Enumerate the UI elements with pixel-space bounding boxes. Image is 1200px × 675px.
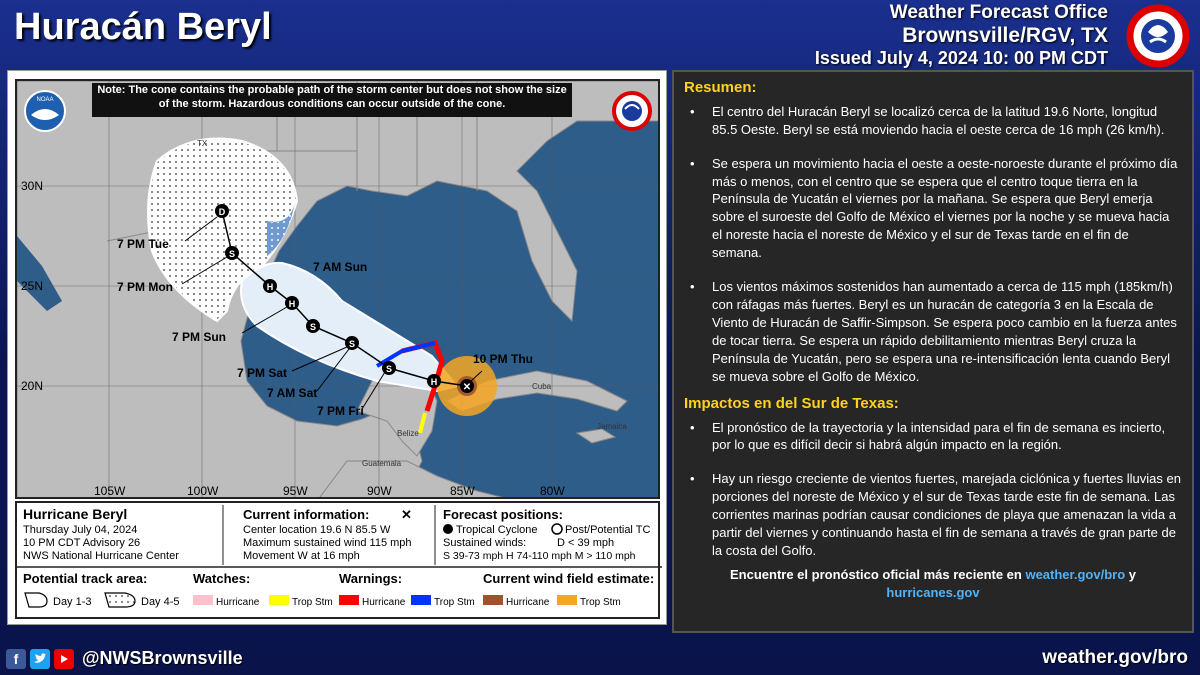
official-forecast-note xyxy=(684,566,1182,602)
day45-icon xyxy=(105,593,135,607)
legend-hurricane-wind: Hurricane xyxy=(506,597,550,608)
ts-wind-swatch xyxy=(557,595,577,605)
point-7pm-sat xyxy=(345,336,359,350)
impactos-item: • El pronóstico de la trayectoria y la intensidad para el fin de semana es incierto, por lo que es difícil decir si habrá algún impacto en la región. xyxy=(684,419,1182,455)
svg-text:S: S xyxy=(228,249,236,259)
point-7am-sun xyxy=(306,319,320,333)
legend-ts-watch: Trop Stm xyxy=(292,597,333,608)
point-7pm-sun xyxy=(285,296,299,310)
label-7pm-sat: 7 PM Sat xyxy=(237,366,288,380)
svg-text:D: D xyxy=(218,207,226,217)
hurricane-watch-swatch xyxy=(193,595,213,605)
ts-warning-swatch xyxy=(411,595,431,605)
and-text: y xyxy=(1125,567,1137,583)
issued-time: Issued July 4, 2024 10: 00 PM CDT xyxy=(814,47,1108,68)
point-7pm-fri xyxy=(427,374,441,388)
ts-watch-swatch xyxy=(269,595,289,605)
cone-note: Note: The cone contains the probable path of the storm center but does not show the size of the storm. Hazardous conditions can occur outside of the cone. xyxy=(97,84,567,110)
lat-30n: 30N xyxy=(21,179,44,193)
nws-logo-icon xyxy=(1126,4,1190,68)
official-text: Encuentre el pronóstico oficial más reciente en xyxy=(729,567,1026,583)
page-title: Huracán Beryl xyxy=(14,6,272,48)
legend-current-movement: Movement W at 16 mph xyxy=(243,550,360,562)
legend-post-tc: Post/Potential TC xyxy=(565,524,651,536)
svg-text:H: H xyxy=(266,282,274,292)
legend-day13: Day 1-3 xyxy=(53,596,92,608)
nws-map-logo-icon xyxy=(614,93,650,129)
impactos-list xyxy=(684,419,1182,561)
region-belize: Belize xyxy=(397,429,419,438)
resumen-item: • El centro del Huracán Beryl se localizó cerca de la latitud 19.6 Norte, longitud 85.5 Oeste. Beryl se está moviendo hacia el oeste cerca de 16 mph (26 km/h). xyxy=(684,103,1182,139)
label-10pm-thu: 10 PM Thu xyxy=(473,352,534,366)
legend-current-marker: ✕ xyxy=(401,507,412,522)
facebook-icon[interactable]: f xyxy=(6,649,26,669)
svg-text:S: S xyxy=(309,322,317,332)
summary-panel xyxy=(672,70,1194,633)
legend-day45: Day 4-5 xyxy=(141,596,180,608)
cone-map xyxy=(15,79,660,499)
label-7am-sat: 7 AM Sat xyxy=(267,386,318,400)
svg-text:H: H xyxy=(430,377,438,387)
resumen-list xyxy=(684,103,1182,386)
legend-tropical-cyclone: Tropical Cyclone xyxy=(456,524,538,536)
legend-current-wind: Maximum sustained wind 115 mph xyxy=(243,537,412,549)
legend-hurricane-watch: Hurricane xyxy=(216,597,260,608)
region-guatemala: Guatemala xyxy=(362,459,402,468)
post-tc-icon xyxy=(552,524,562,534)
svg-text:S: S xyxy=(348,339,356,349)
social-handle[interactable]: @NWSBrownsville xyxy=(82,648,243,668)
lat-20n: 20N xyxy=(21,379,44,393)
label-7pm-sun: 7 PM Sun xyxy=(172,330,227,344)
lon-100w: 100W xyxy=(187,484,219,498)
tropical-cyclone-icon xyxy=(443,524,453,534)
label-7am-sun: 7 AM Sun xyxy=(313,260,368,274)
svg-text:NOAA: NOAA xyxy=(36,97,54,103)
legend-ts-wind: Trop Stm xyxy=(580,597,621,608)
legend-categories: S 39-73 mph H 74-110 mph M > 110 mph xyxy=(443,550,636,562)
region-jamaica: Jamaica xyxy=(597,422,627,431)
point-10pm-thu xyxy=(460,379,474,393)
legend-track-title: Potential track area: xyxy=(23,571,148,586)
legend-current-title: Current information: xyxy=(243,507,370,522)
legend-watches-title: Watches: xyxy=(193,571,251,586)
hurricanes-gov-link[interactable]: hurricanes.gov xyxy=(886,585,980,600)
legend-forecast-title: Forecast positions: xyxy=(443,507,563,522)
svg-text:S: S xyxy=(385,364,393,374)
youtube-icon[interactable] xyxy=(54,649,74,669)
impactos-item: • Hay un riesgo creciente de vientos fuertes, marejada ciclónica y fuertes lluvias en porciones del noreste de México y el sur de Texas tarde este fin de semana. Las corrientes marinas podrían causar condiciones de playa que amenazan la vida a partir del viernes y continuando hasta el fin de semana a través de gran parte de la costa del Golfo. xyxy=(684,470,1182,560)
office-line2: Brownsville/RGV, TX xyxy=(902,23,1108,47)
nhc-cone-graphic xyxy=(7,70,667,625)
resumen-item: • Se espera un movimiento hacia el oeste a oeste-noroeste durante el próximo día más o menos, con el centro que se espera que el centro toque tierra en la Península de Yucatán el viernes por la mañana. Se espera que Beryl emerja sobre el suroeste del Golfo de México el viernes por la noche y se mueva hacia el noreste hacia el noreste de México y el sur de Texas tarde en el fin de semana. xyxy=(684,155,1182,263)
legend-date: Thursday July 04, 2024 xyxy=(23,524,138,536)
office-block xyxy=(815,2,1108,69)
legend-center: NWS National Hurricane Center xyxy=(23,550,179,562)
point-7pm-tue xyxy=(215,204,229,218)
lon-90w: 90W xyxy=(367,484,392,498)
lon-85w: 85W xyxy=(450,484,475,498)
legend-current-location: Center location 19.6 N 85.5 W xyxy=(243,524,391,536)
lon-105w: 105W xyxy=(94,484,126,498)
footer-bar xyxy=(0,643,1200,675)
region-cuba: Cuba xyxy=(532,382,552,391)
weather-gov-link[interactable]: weather.gov/bro xyxy=(1025,567,1126,583)
svg-text:H: H xyxy=(288,299,296,309)
noaa-logo-icon xyxy=(25,91,65,131)
point-7pm-mon-a xyxy=(263,279,277,293)
legend-storm-name: Hurricane Beryl xyxy=(23,506,128,522)
impactos-heading: Impactos en del Sur de Texas: xyxy=(684,394,899,412)
social-links xyxy=(6,648,243,669)
svg-text:✕: ✕ xyxy=(462,382,472,393)
legend-hurricane-warning: Hurricane xyxy=(362,597,406,608)
hurricane-wind-swatch xyxy=(483,595,503,605)
legend-d-threshold: D < 39 mph xyxy=(557,537,615,549)
lon-95w: 95W xyxy=(283,484,308,498)
lat-25n: 25N xyxy=(21,279,44,293)
office-line1: Weather Forecast Office xyxy=(889,2,1108,23)
legend-advisory: 10 PM CDT Advisory 26 xyxy=(23,537,141,549)
hurricane-warning-swatch xyxy=(339,595,359,605)
legend-ts-warning: Trop Stm xyxy=(434,597,475,608)
legend-warnings-title: Warnings: xyxy=(339,571,403,586)
point-7pm-mon xyxy=(225,246,239,260)
site-link[interactable]: weather.gov/bro xyxy=(1042,647,1188,668)
legend-wind-title: Current wind field estimate: xyxy=(483,571,655,586)
resumen-item: • Los vientos máximos sostenidos han aumentado a cerca de 115 mph (185km/h) con ráfagas más fuertes. Beryl es un huracán de categoría 3 en la Escala de Viento de Huracán de Saffir-Simpson. Se espera poco cambio en la fuerza antes de tocar tierra. Se espera un rápido debilitamiento mientras Beryl cruza la Península de Yucatán, pero se espera una re-intensificación lenta cuando Beryl se mueva sobre el Golfo de México. xyxy=(684,278,1182,386)
twitter-icon[interactable] xyxy=(30,649,50,669)
map-legend xyxy=(15,501,660,619)
label-7pm-tue: 7 PM Tue xyxy=(117,237,169,251)
region-tx: TX xyxy=(197,139,208,148)
label-7pm-fri: 7 PM Fri xyxy=(317,404,364,418)
day13-icon xyxy=(25,593,47,607)
legend-sustained: Sustained winds: xyxy=(443,537,527,549)
label-7pm-mon: 7 PM Mon xyxy=(117,280,173,294)
resumen-heading: Resumen: xyxy=(684,79,757,96)
lon-80w: 80W xyxy=(540,484,565,498)
